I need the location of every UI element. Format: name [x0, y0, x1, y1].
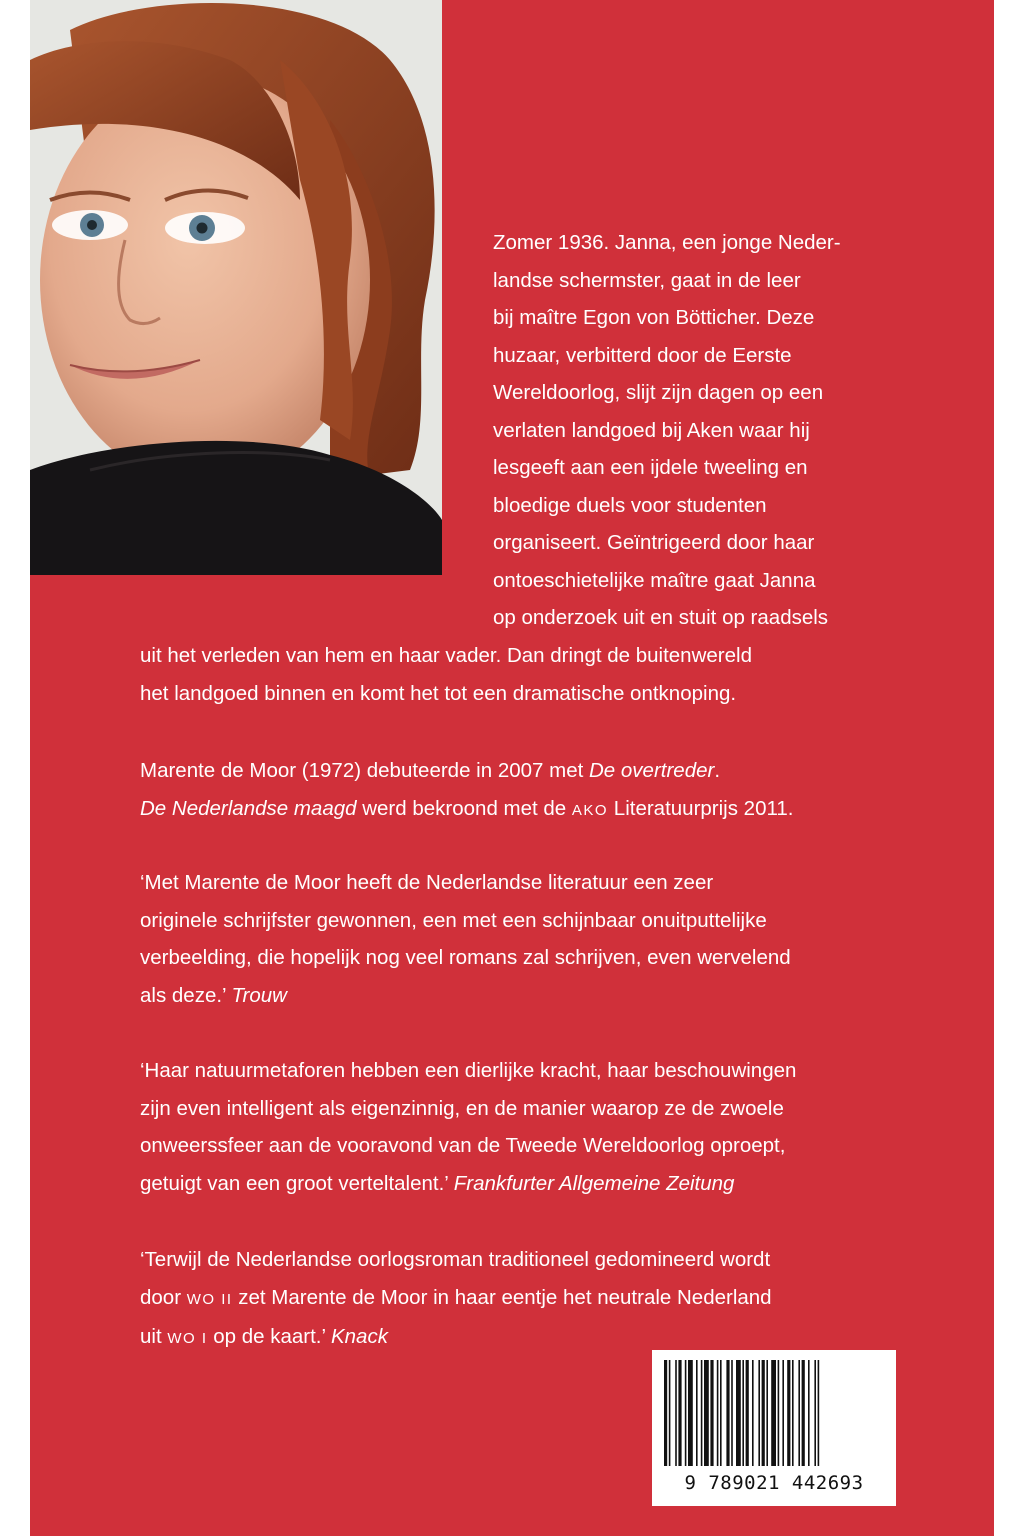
barcode-bar	[792, 1360, 794, 1466]
author-portrait-icon	[30, 0, 442, 575]
quote-text: getuigt van een groot verteltalent.’	[140, 1171, 454, 1195]
quote-text: uit	[140, 1325, 168, 1348]
review-quote-knack	[140, 1241, 960, 1358]
quote-line: ‘Met Marente de Moor heeft de Nederlandse literatuur een zeer	[140, 871, 714, 894]
barcode-bar	[664, 1360, 667, 1466]
barcode-bar	[678, 1360, 681, 1466]
barcode-bar	[696, 1360, 698, 1466]
quote-line	[140, 1279, 960, 1319]
quote-line: onweerssfeer aan de vooravond van de Tweede Wereldoorlog oproept,	[140, 1134, 786, 1157]
review-quote-faz	[140, 1052, 960, 1202]
quote-text: op de kaart.’	[207, 1325, 331, 1348]
bio-text: Literatuurprijs 2011.	[608, 796, 794, 820]
barcode-bar	[736, 1360, 741, 1466]
barcode-bar	[758, 1360, 760, 1466]
quote-source: Knack	[330, 1325, 388, 1348]
quote-text: als deze.’	[140, 983, 232, 1007]
synopsis-line: lesgeeft aan een ijdele tweeling en	[493, 456, 808, 479]
barcode-bar	[798, 1360, 800, 1466]
barcode-bar	[818, 1360, 820, 1466]
barcode-bar	[701, 1360, 703, 1466]
quote-source: Trouw	[231, 983, 287, 1007]
barcode-bar	[814, 1360, 816, 1466]
barcode-bar	[717, 1360, 719, 1466]
barcode-bar	[726, 1360, 729, 1466]
isbn-number: 9 789021 442693	[684, 1472, 864, 1494]
quote-line: ‘Haar natuurmetaforen hebben een dierlijke kracht, haar beschouwingen	[140, 1059, 797, 1082]
barcode-bar	[762, 1360, 765, 1466]
bio-text: werd bekroond met de	[356, 796, 572, 820]
barcode-bar	[802, 1360, 805, 1466]
prize-acronym: AKO	[571, 801, 609, 819]
barcode-bar	[752, 1360, 754, 1466]
quote-text: door	[140, 1285, 187, 1309]
barcode-bar	[669, 1360, 671, 1466]
bio-line-1	[140, 752, 960, 790]
synopsis-line: bloedige duels voor studenten	[493, 493, 767, 517]
barcode-bar	[710, 1360, 713, 1466]
synopsis-line: op onderzoek uit en stuit op raadsels	[493, 606, 829, 629]
synopsis-line: Zomer 1936. Janna, een jonge Neder-	[493, 231, 841, 254]
synopsis-line: landse schermster, gaat in de leer	[493, 268, 801, 292]
synopsis-line: bij maître Egon von Bötticher. Deze	[493, 306, 815, 329]
synopsis-bottom	[140, 637, 940, 712]
barcode-bar	[742, 1360, 744, 1466]
barcode-bar	[746, 1360, 749, 1466]
synopsis-top	[493, 224, 923, 637]
barcode-bar	[787, 1360, 790, 1466]
quote-acronym: WO II	[186, 1290, 233, 1308]
bio-line-2	[140, 790, 960, 830]
synopsis-line: organiseert. Geïntrigeerd door haar	[493, 531, 815, 554]
synopsis-line: het landgoed binnen en komt het tot een dramatische ontknoping.	[140, 681, 737, 705]
quote-text: zet Marente de Moor in haar eentje het neutrale Nederland	[232, 1285, 772, 1309]
barcode	[652, 1350, 896, 1506]
synopsis-line: uit het verleden van hem en haar vader. Dan dringt de buitenwereld	[140, 644, 752, 667]
synopsis-line: huzaar, verbitterd door de Eerste	[493, 343, 792, 367]
barcode-bar	[778, 1360, 780, 1466]
quote-line	[140, 1165, 960, 1203]
synopsis-line: ontoeschietelijke maître gaat Janna	[493, 568, 816, 592]
book-title: De Nederlandse maagd	[140, 796, 357, 820]
barcode-bar	[782, 1360, 784, 1466]
quote-acronym: WO I	[167, 1330, 208, 1347]
barcode-bar	[731, 1360, 733, 1466]
quote-source: Frankfurter Allgemeine Zeitung	[453, 1171, 735, 1195]
quote-line: zijn even intelligent als eigenzinnig, en de manier waarop ze de zwoele	[140, 1096, 784, 1120]
bio-text: .	[714, 759, 721, 782]
quote-line: verbeelding, die hopelijk nog veel romans zal schrijven, even wervelend	[140, 946, 791, 969]
barcode-bar	[720, 1360, 722, 1466]
quote-line: ‘Terwijl de Nederlandse oorlogsroman traditioneel gedomineerd wordt	[140, 1248, 771, 1271]
synopsis-line: Wereldoorlog, slijt zijn dagen op een	[493, 381, 824, 404]
debut-title: De overtreder	[589, 759, 715, 782]
bio-text: Marente de Moor (1972) debuteerde in 2007 met	[140, 759, 589, 782]
barcode-bar	[704, 1360, 709, 1466]
author-bio	[140, 752, 960, 829]
barcode-bar	[675, 1360, 677, 1466]
barcode-icon	[662, 1360, 886, 1472]
barcode-bar	[688, 1360, 693, 1466]
synopsis-line: verlaten landgoed bij Aken waar hij	[493, 418, 810, 442]
barcode-bar	[685, 1360, 687, 1466]
barcode-bar	[771, 1360, 776, 1466]
quote-line	[140, 977, 960, 1015]
barcode-bar	[808, 1360, 810, 1466]
quote-line: originele schrijfster gewonnen, een met een schijnbaar onuitputtelijke	[140, 908, 767, 932]
back-cover	[30, 0, 994, 1536]
review-quote-trouw	[140, 864, 960, 1014]
barcode-bar	[766, 1360, 768, 1466]
author-photo	[30, 0, 442, 575]
